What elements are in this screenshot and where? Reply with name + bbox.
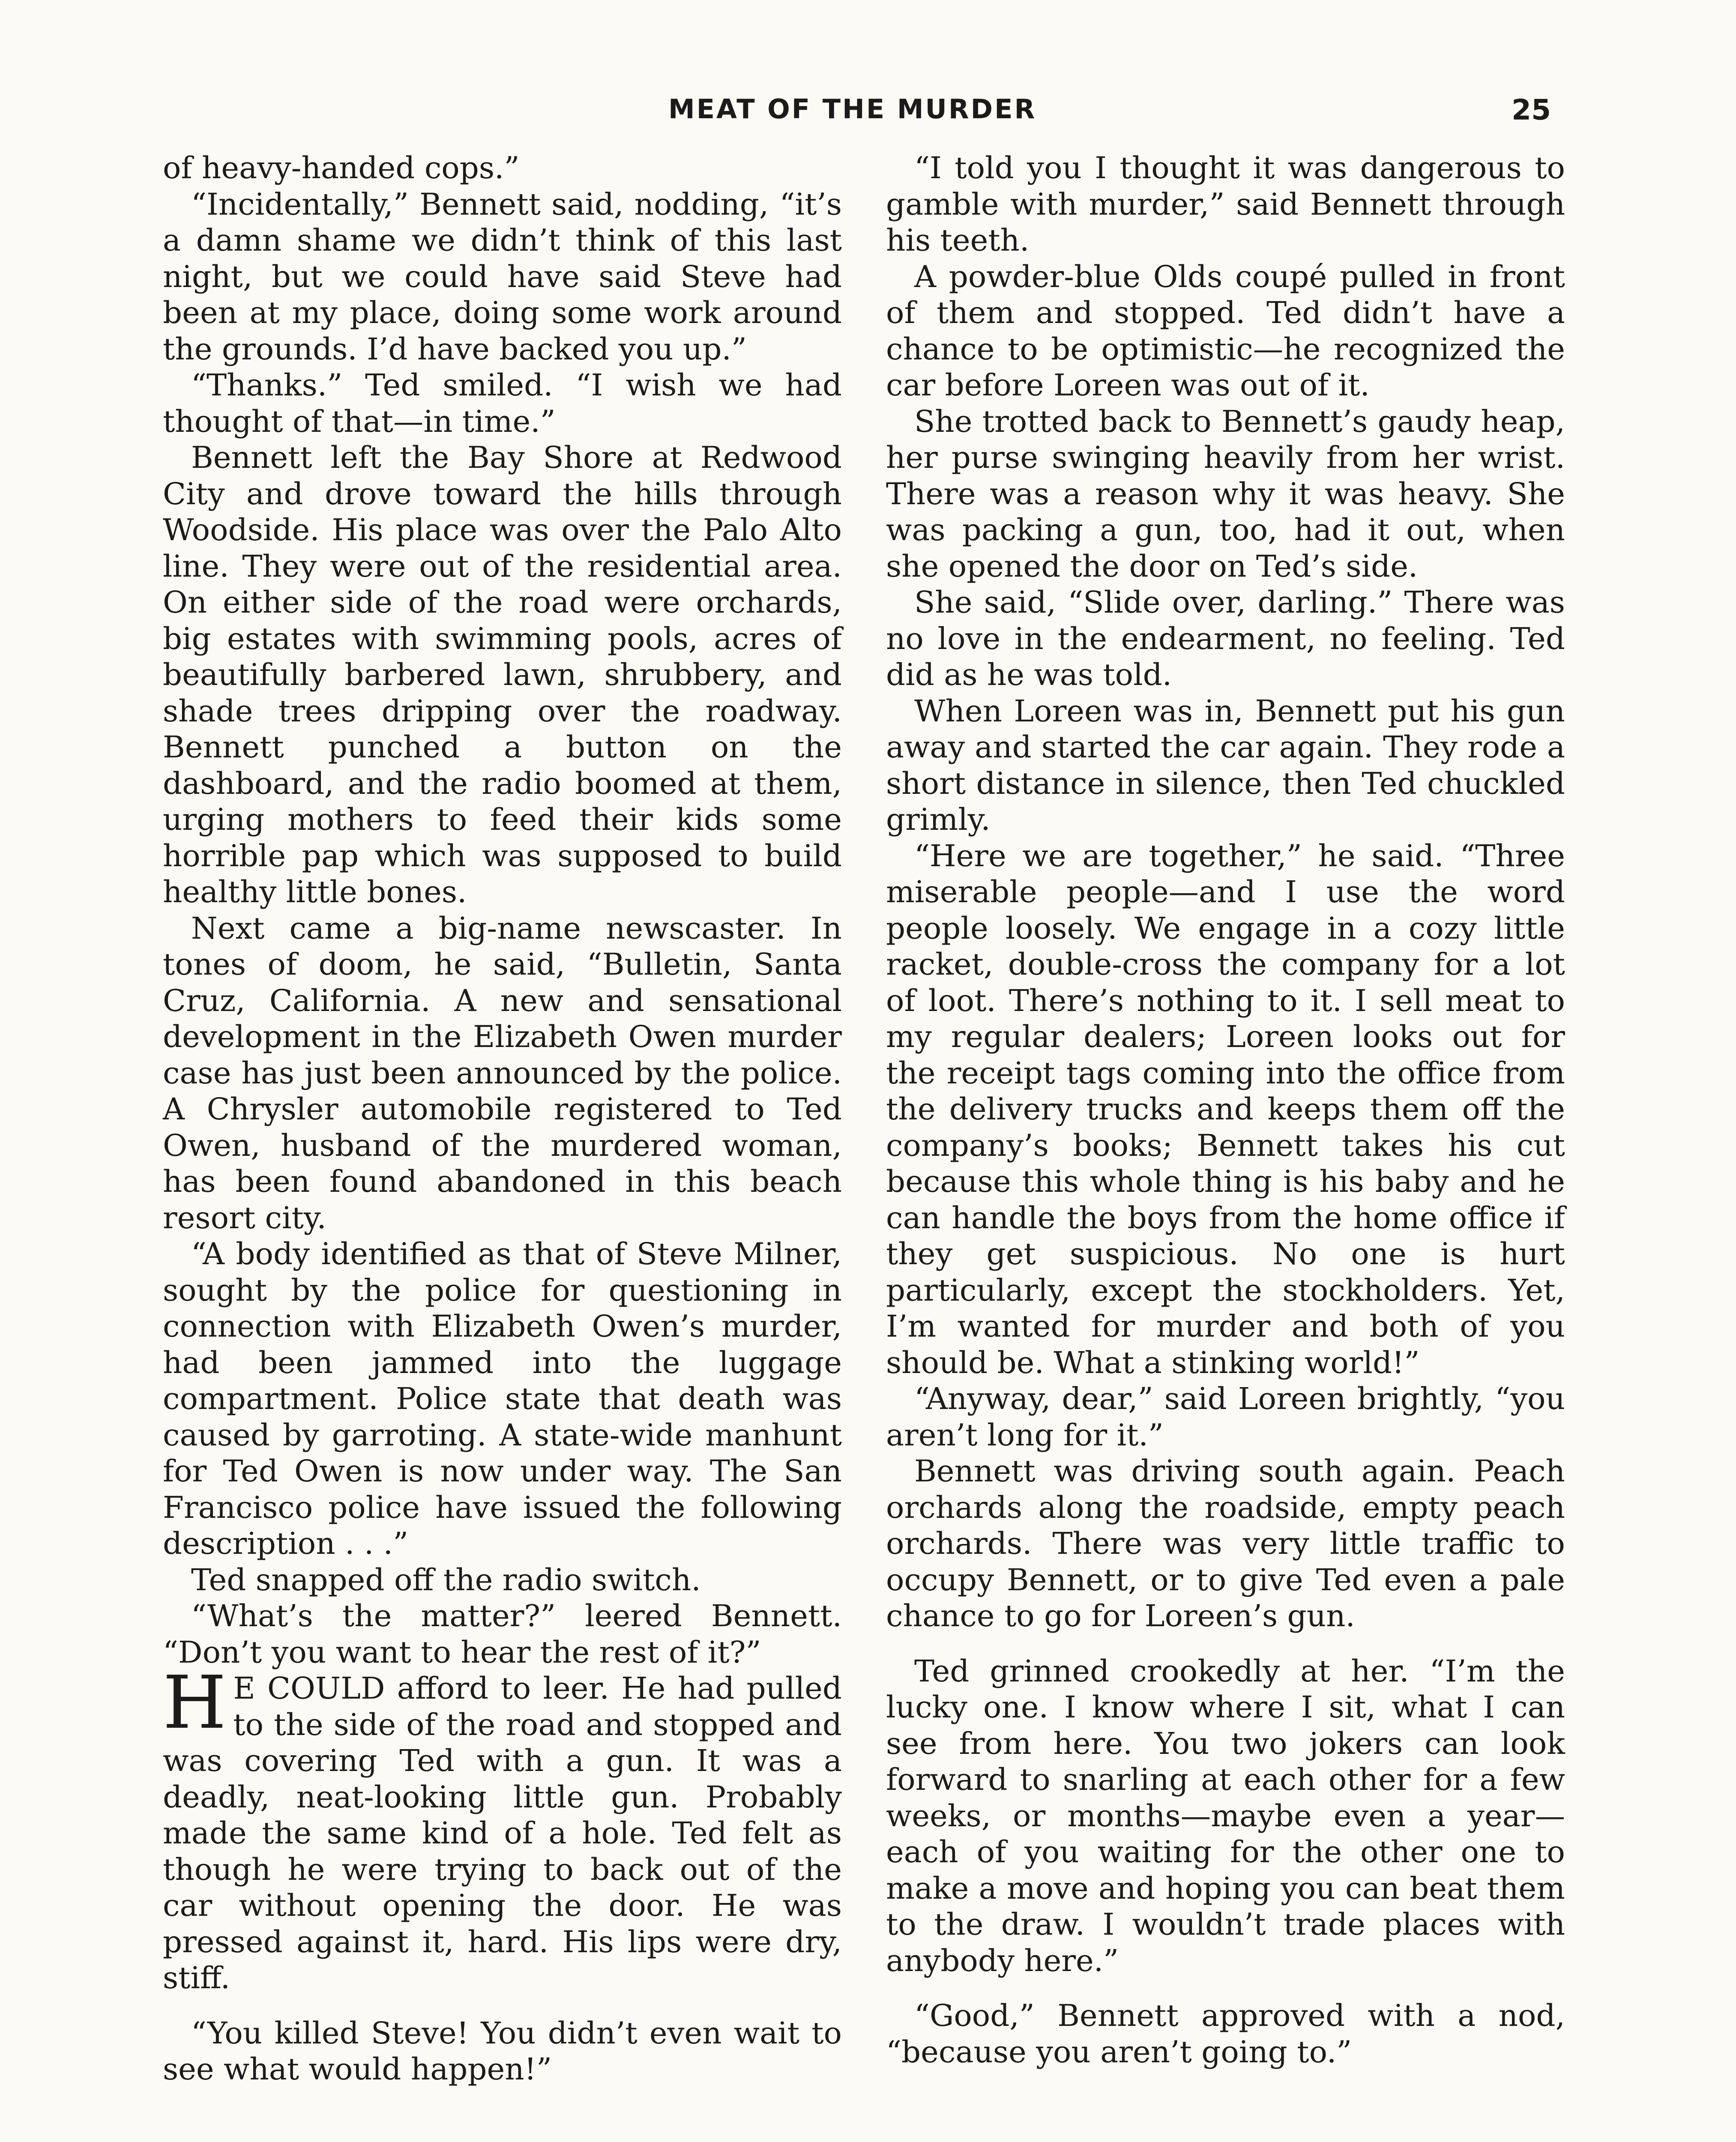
drop-cap: H [163,1660,227,1745]
paragraph: “Here we are together,” he said. “Three miserable people—and I use the word people loosely. We engage in a cozy little racket, double-cross the company for a lot of loot. There’s nothing to it. I sell meat to my regular dealers; Loreen looks out for the receipt tags coming into the office from the delivery trucks and keeps them off the company’s books; Bennett takes his cut because this whole thing is his baby and he can handle the boys from the home office if they get suspicious. No one is hurt particularly, except the stockholders. Yet, I’m wanted for murder and both of you should be. What a stinking world!” [886,838,1565,1380]
paragraph: “Anyway, dear,” said Loreen brightly, “you aren’t long for it.” [886,1381,1565,1453]
section-opening-text: E COULD afford to leer. He had pulled to the side of the road and stopped and was covering Ted with a gun. It was a deadly, neat-looking little gun. Probably made the same kind of a hole. Ted felt as though he were trying to back out of the car without opening the door. He was pressed against it, hard. His lips were dry, stiff. [163,1671,842,1995]
paragraph: “What’s the matter?” leered Bennett. “Don’t you want to hear the rest of it?” [163,1598,842,1670]
paragraph: “Good,” Bennett approved with a nod, “because you aren’t going to.” [886,1998,1565,2070]
paragraph: “A body identified as that of Steve Milner, sought by the police for questioning in connection with Elizabeth Owen’s murder, had been jammed into the luggage compartment. Police state that death was caused by garroting. A state-wide manhunt for Ted Owen is now under way. The San Francisco police have issued the following description . . .” [163,1236,842,1561]
paragraph: Next came a big-name newscaster. In tones of doom, he said, “Bulletin, Santa Cruz, California. A new and sensational development in the Elizabeth Owen murder case has just been announced by the police. A Chrysler automobile registered to Ted Owen, husband of the murdered woman, has been found abandoned in this beach resort city. [163,910,842,1236]
paragraph: She said, “Slide over, darling.” There was no love in the endearment, no feeling. Ted did as he was told. [886,585,1565,692]
paragraph: Ted grinned crookedly at her. “I’m the lucky one. I know where I sit, what I can see from here. You two jokers can look forward to snarling at each other for a few weeks, or months—maybe even a year—each of you waiting for the other one to make a move and hoping you can beat them to the draw. I wouldn’t trade places with anybody here.” [886,1653,1565,1978]
paragraph: of heavy-handed cops.” [163,150,520,185]
paragraph: “I told you I thought it was dangerous to gamble with murder,” said Bennett through his teeth. [886,150,1565,258]
left-column [163,150,842,2088]
running-title: MEAT OF THE MURDER [668,93,1037,125]
paragraph: “Thanks.” Ted smiled. “I wish we had thought of that—in time.” [163,368,842,439]
paragraph: Ted snapped off the radio switch. [191,1562,701,1598]
paragraph: When Loreen was in, Bennett put his gun away and started the car again. They rode a short distance in silence, then Ted chuckled grimly. [886,693,1565,837]
page-number: 25 [1512,93,1551,126]
page-header [0,93,1736,141]
right-column [886,150,1565,2070]
paragraph: A powder-blue Olds coupé pulled in front of them and stopped. Ted didn’t have a chance to be optimistic—he recognized the car before Loreen was out of it. [886,259,1565,403]
paragraph: Bennett left the Bay Shore at Redwood City and drove toward the hills through Woodside. His place was over the Palo Alto line. They were out of the residential area. On either side of the road were orchards, big estates with swimming pools, acres of beautifully barbered lawn, shrubbery, and shade trees dripping over the roadway. Bennett punched a button on the dashboard, and the radio boomed at them, urging mothers to feed their kids some horrible pap which was supposed to build healthy little bones. [163,440,842,909]
paragraph: She trotted back to Bennett’s gaudy heap, her purse swinging heavily from her wrist. There was a reason why it was heavy. She was packing a gun, too, had it out, when she opened the door on Ted’s side. [886,404,1565,584]
paragraph: “You killed Steve! You didn’t even wait to see what would happen!” [163,2015,842,2087]
section-opening-paragraph [163,1660,842,1996]
paragraph: “Incidentally,” Bennett said, nodding, “it’s a damn shame we didn’t think of this last night, but we could have said Steve had been at my place, doing some work around the grounds. I’d have backed you up.” [163,186,842,367]
paragraph: Bennett was driving south again. Peach orchards along the roadside, empty peach orchards. There was very little traffic to occupy Bennett, or to give Ted even a pale chance to go for Loreen’s gun. [886,1454,1565,1633]
